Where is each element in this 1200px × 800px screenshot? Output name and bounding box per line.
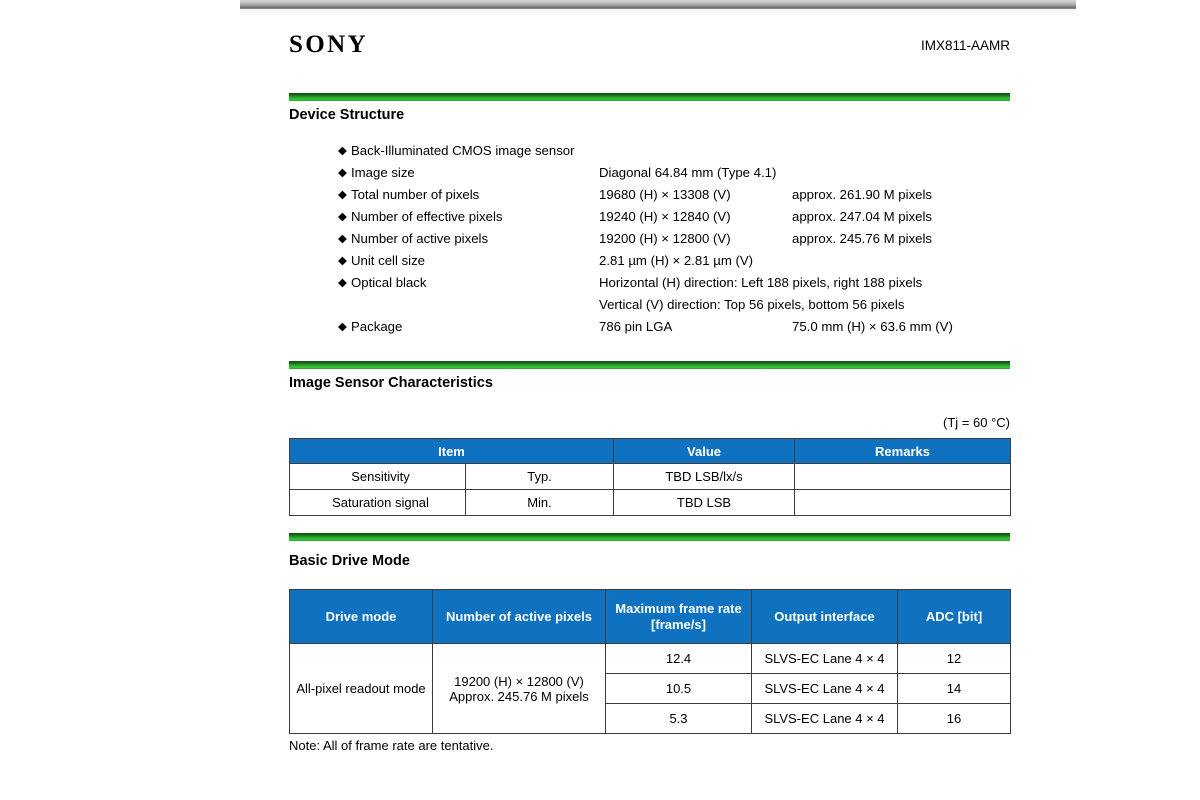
column-header-frame-rate [606,590,752,644]
spec-row-continuation [289,294,1010,316]
spec-label: Back-Illuminated CMOS image sensor [351,143,575,158]
spec-label: Number of effective pixels [351,209,503,224]
spec-row [289,316,1010,338]
table-row [290,644,1011,674]
spec-label: Unit cell size [351,253,426,268]
cell-drive-mode: All-pixel readout mode [290,644,433,734]
cell-frame-rate: 10.5 [606,674,752,704]
cell-output-interface: SLVS-EC Lane 4 × 4 [752,704,898,734]
column-header-value: Value [614,439,795,464]
page-top-edge-fade [240,9,1076,16]
column-header-item: Item [290,439,614,464]
spec-row [289,140,1010,162]
table-header-row [290,439,1011,464]
spec-value: 19200 (H) × 12800 (V) [599,231,731,246]
cell-value: TBD LSB/lx/s [614,464,795,490]
spec-row [289,228,1010,250]
cell-condition: Typ. [466,464,614,490]
spec-value: 786 pin LGA [599,319,673,334]
cell-active-pixels [433,644,606,734]
section-divider-drive-mode [289,533,1010,541]
column-header-output-interface: Output interface [752,590,898,644]
column-header-active-pixels: Number of active pixels [433,590,606,644]
cell-adc: 14 [898,674,1011,704]
spec-value: Horizontal (H) direction: Left 188 pixels, right 188 pixels [599,275,923,290]
cell-frame-rate: 12.4 [606,644,752,674]
column-header-remarks: Remarks [795,439,1011,464]
column-header-adc: ADC [bit] [898,590,1011,644]
diamond-bullet-icon: ◆ [338,277,347,289]
basic-drive-mode-table [289,589,1011,734]
section-title-drive-mode: Basic Drive Mode [289,553,410,569]
spec-row [289,206,1010,228]
spec-label: Image size [351,165,415,180]
spec-row [289,272,1010,294]
diamond-bullet-icon: ◆ [338,255,347,267]
cell-item: Sensitivity [290,464,466,490]
cell-output-interface: SLVS-EC Lane 4 × 4 [752,674,898,704]
spec-extra: 75.0 mm (H) × 63.6 mm (V) [792,319,953,334]
spec-extra: approx. 261.90 M pixels [792,187,933,202]
part-number-label: IMX811-AAMR [920,38,1010,53]
frame-rate-header-line-2: [frame/s] [651,616,706,632]
active-pixels-line-2: Approx. 245.76 M pixels [449,688,589,704]
spec-value: 2.81 µm (H) × 2.81 µm (V) [599,253,754,268]
spec-value: Vertical (V) direction: Top 56 pixels, bottom 56 pixels [599,297,905,312]
spec-label: Optical black [351,275,427,290]
spec-row [289,250,1010,272]
table-row [290,464,1011,490]
diamond-bullet-icon: ◆ [338,145,347,157]
diamond-bullet-icon: ◆ [338,233,347,245]
table-row [290,490,1011,516]
cell-adc: 16 [898,704,1011,734]
document-header [289,30,1010,62]
spec-value: Diagonal 64.84 mm (Type 4.1) [599,165,777,180]
diamond-bullet-icon: ◆ [338,167,347,179]
temperature-condition-note: (Tj = 60 °C) [943,415,1010,430]
spec-extra: approx. 245.76 M pixels [792,231,933,246]
diamond-bullet-icon: ◆ [338,189,347,201]
image-sensor-characteristics-table [289,438,1011,516]
cell-frame-rate: 5.3 [606,704,752,734]
cell-output-interface: SLVS-EC Lane 4 × 4 [752,644,898,674]
spec-row [289,184,1010,206]
spec-extra: approx. 247.04 M pixels [792,209,933,224]
cell-item: Saturation signal [290,490,466,516]
cell-value: TBD LSB [614,490,795,516]
section-title-characteristics: Image Sensor Characteristics [289,375,493,391]
spec-label: Number of active pixels [351,231,489,246]
spec-label: Package [351,319,403,334]
section-title-device-structure: Device Structure [289,107,405,123]
spec-value: 19240 (H) × 12840 (V) [599,209,731,224]
cell-condition: Min. [466,490,614,516]
column-header-drive-mode: Drive mode [290,590,433,644]
frame-rate-header-line-1: Maximum frame rate [615,600,742,616]
cell-remarks [795,490,1011,516]
drive-mode-note: Note: All of frame rate are tentative. [289,738,494,753]
device-structure-spec-list [289,140,1010,338]
spec-label: Total number of pixels [351,187,480,202]
active-pixels-line-1: 19200 (H) × 12800 (V) [454,673,584,689]
table-header-row [290,590,1011,644]
page-top-edge-shadow [240,0,1076,9]
section-divider-device-structure [289,93,1010,101]
cell-remarks [795,464,1011,490]
cell-adc: 12 [898,644,1011,674]
diamond-bullet-icon: ◆ [338,211,347,223]
sony-logo: SONY [289,31,369,58]
diamond-bullet-icon: ◆ [338,321,347,333]
spec-value: 19680 (H) × 13308 (V) [599,187,731,202]
section-divider-characteristics [289,361,1010,369]
spec-row [289,162,1010,184]
